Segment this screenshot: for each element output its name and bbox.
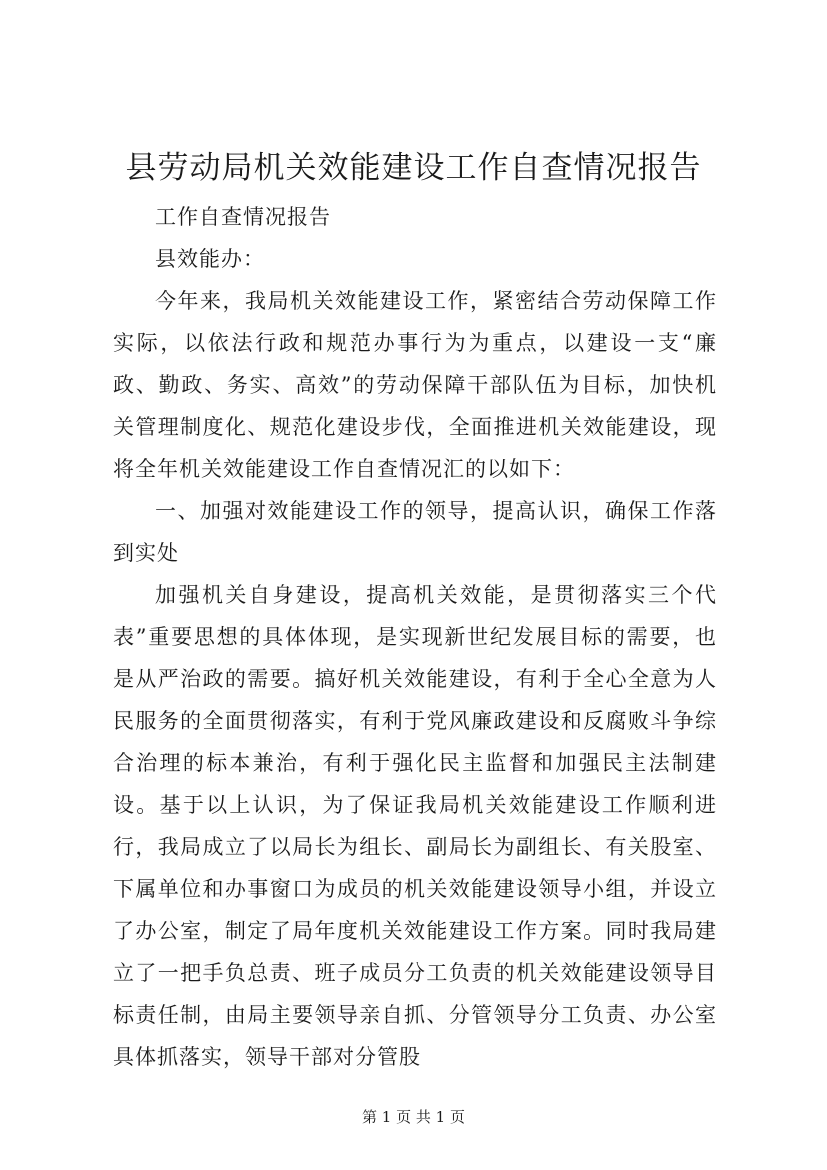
document-body: [113, 196, 717, 1078]
paragraph-salutation: 县效能办：: [155, 247, 265, 271]
document-title: 县劳动局机关效能建设工作自查情况报告: [125, 150, 702, 186]
page-number-footer: 第 1 页 共 1 页: [362, 1108, 465, 1126]
paragraph-subtitle: 工作自查情况报告: [155, 205, 331, 229]
paragraph-intro: 今年来，我局机关效能建设工作，紧密结合劳动保障工作实际，以依法行政和规范办事行为为重点，以建设一支“廉政、勤政、务实、高效”的劳动保障干部队伍为目标，加快机关管理制度化、规范化建设步伐，全面推进机关效能建设，现将全年机关效能建设工作自查情况汇的以如下：: [113, 289, 717, 481]
paragraph-section-1-body: 加强机关自身建设，提高机关效能，是贯彻落实三个代表”重要思想的具体体现，是实现新世纪发展目标的需要，也是从严治政的需要。搞好机关效能建设，有利于全心全意为人民服务的全面贯彻落实，有利于党风廉政建设和反腐败斗争综合治理的标本兼治，有利于强化民主监督和加强民主法制建设。基于以上认识，为了保证我局机关效能建设工作顺利进行，我局成立了以局长为组长、副局长为副组长、有关股室、下属单位和办事窗口为成员的机关效能建设领导小组，并设立了办公室，制定了局年度机关效能建设工作方案。同时我局建立了一把手负总责、班子成员分工负责的机关效能建设领导目标责任制，由局主要领导亲自抓、分管领导分工负责、办公室具体抓落实，领导干部对分管股: [113, 583, 717, 1069]
section-heading-1: 一、加强对效能建设工作的领导，提高认识，确保工作落到实处: [113, 499, 717, 565]
